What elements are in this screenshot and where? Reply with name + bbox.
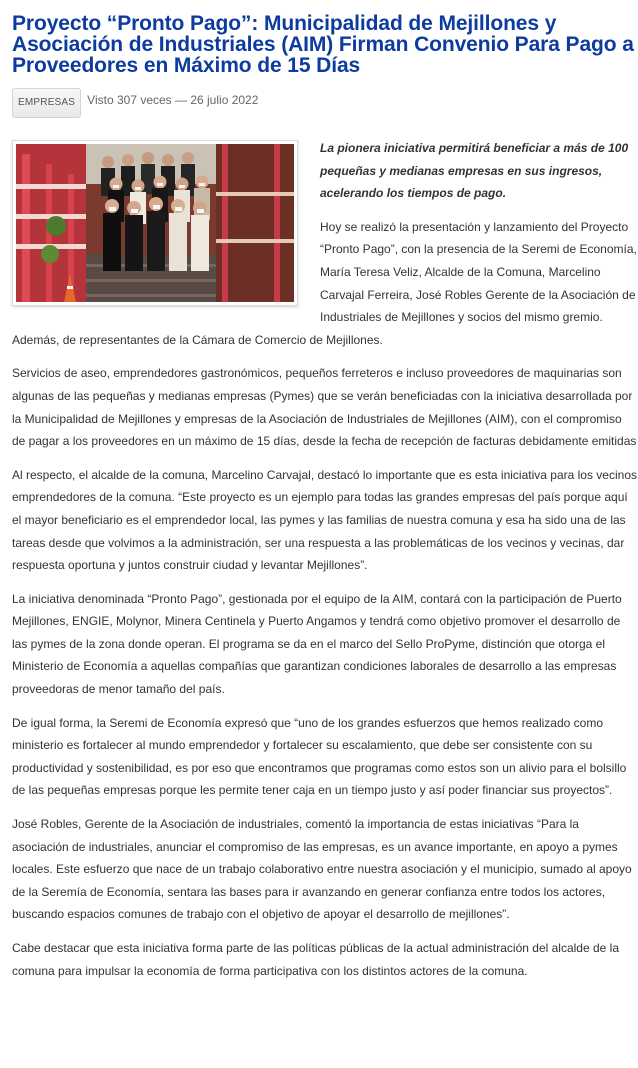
article-body [12, 137, 638, 982]
article [12, 0, 638, 982]
group-photo [16, 144, 294, 302]
category-tag[interactable]: EMPRESAS [12, 88, 81, 118]
paragraph: La iniciativa denominada “Pronto Pago”, gestionada por el equipo de la AIM, contará con la participación de Puerto Mejillones, ENGIE, Molynor, Minera Centinela y Puerto Angamos y tendrá como objetivo promover el desarrollo de las pymes de la zona donde operan. El programa se da en el marco del Sello ProPyme, distinción que otorga el Ministerio de Economía a aquellas compañías que garantizan condiciones laborales de desarrollo a las empresas proveedoras de menor tamaño del país. [12, 591, 622, 697]
paragraph: Hoy se realizó la presentación y lanzamiento del Proyecto “Pronto Pago”, con la presencia de la Seremi de Economía, María Teresa Veliz, Alcalde de la Comuna, Marcelino Carvajal Ferreira, José Robles Gerente de la Asociación de Industriales de Mejillones y socios del mismo gremio. Además, de representantes de la Cámara de Comercio de Mejillones. [12, 219, 637, 347]
paragraph: José Robles, Gerente de la Asociación de industriales, comentó la importancia de estas iniciativas “Para la asociación de industriales, anunciar el compromiso de las empresas, es un avance importante, en apoyo a pymes locales. Este esfuerzo que nace de un trabajo colaborativo entre nuestra asociación y el municipio, sumado al apoyo de la Seremía de Economía, sentara las bases para ir avanzando en generar confianza entre todos los actores, buscando espacios comunes de trabajo con el objetivo de apoyar el desarrollo de mejillones”. [12, 817, 632, 922]
views-and-date: Visto 307 veces — 26 julio 2022 [87, 93, 259, 107]
paragraph: Servicios de aseo, emprendedores gastronómicos, pequeños ferreteros e incluso proveedores de maquinarias son algunas de las pequeñas y medianas empresas (Pymes) que se verán beneficiadas con la iniciativa desarrollada por la Municipalidad de Mejillones y empresas de la Asociación de Industriales de Mejillones (AIM), con el compromiso de pagar a los proveedores en un máximo de 15 días, desde la fecha de recepción de facturas debidamente emitidas [12, 366, 637, 449]
paragraph: De igual forma, la Seremi de Economía expresó que “uno de los grandes esfuerzos que hemos realizado como ministerio es fortalecer al mundo emprendedor y fortalecer su escalamiento, que debe ser consistente con su productividad y sostenibilidad, es por eso que encontramos que programas como estos son un alivio para el bolsillo de las pequeñas empresas porque les permite tener caja en un tiempo justo y así poder financiar sus proyectos”. [12, 715, 627, 798]
article-title: Proyecto “Pronto Pago”: Municipalidad de Mejillones y Asociación de Industriales (AIM) Firman Convenio Para Pago a Proveedores en Máximo de 15 Días [12, 12, 634, 77]
lead-paragraph: La pionera iniciativa permitirá beneficiar a más de 100 pequeñas y medianas empresas en sus ingresos, acelerando los tiempos de pago. [320, 141, 629, 201]
article-image-frame[interactable] [12, 140, 298, 306]
article-meta [12, 87, 638, 119]
paragraph: Al respecto, el alcalde de la comuna, Marcelino Carvajal, destacó lo importante que es esta iniciativa para los vecinos emprendedores de la comuna. “Este proyecto es un ejemplo para todas las grandes empresas del país porque aquí el mayor beneficiario es el emprendedor local, las pymes y las familias de nuestra comuna y esa ha sido una de las tareas desde que volvimos a la administración, ser una respuesta a las problemáticas de los vecinos y vecinas, dar respuesta oportuna y juntos construir ciudad y levantar Mejillones”. [12, 467, 637, 573]
paragraph: Cabe destacar que esta iniciativa forma parte de las políticas públicas de la actual administración del alcalde de la comuna para impulsar la economía de forma participativa con los distintos actores de la comuna. [12, 941, 620, 978]
